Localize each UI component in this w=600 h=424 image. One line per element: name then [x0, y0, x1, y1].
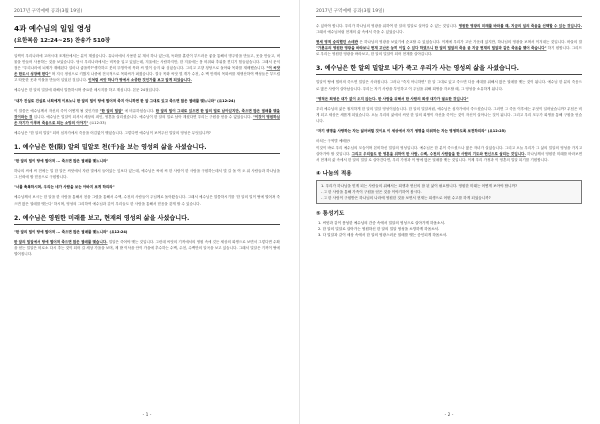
sharing-question-3: - 그 한 사람이 구원받은 하나님의 나라에 영원한 것을 보면서 현재는 희생으로 어떤 수고를 하게 되었습니까? [321, 195, 491, 200]
section-3-quote: "영적은 희생은 대가 없이 오지 않는다. 한 사람을 위해서 한 사람의 희생 대가가 필요한 것입니다" [316, 96, 469, 101]
lesson-reference: (요한복음 12:24~25) 찬송가 510장 [14, 38, 111, 44]
section-2-paragraph-1: 한 알의 밀알에서 땅에 떨어져 죽으면 많은 열매를 맺습니다. 밀알은 죽어야 맺는 것입니다. 그런데 씨앗의 기적에서의 영원 속에 깃든 세상의 희생으로 보면서 그렇다면 수확을 얻는 밀알은 비로소 다시 추는 것이 되어 갈 세상 가을을 보며, 제 밭 이삭을 안이 가을에 추수하는 수백, 수천, 수백만의 알곡을 보고 있습니다. 그래서 밀알은 기꺼이 땅에 떨어집니다. [14, 239, 280, 256]
prayer-list [316, 220, 582, 238]
intro-emphasis: "이 씨앗은 한도시 성장해 한다" [14, 66, 280, 77]
prayer-heading: ⑤ 통성기도 [316, 210, 345, 217]
stephen-paragraph: 현세 영적 승리했던 스데반 은 하나님의 영광을 보았기에 순교할 수 있었습니다. 이제에 우리가 고난 가운데 있지만, 하나님의 영광을 보며서 이겨내는 것입니다. 바울의 말 "가룟유의 영원한 영광을 바라보니 현재 고난은 능히 이길 수 있다 하였으니 한 알의 밀알의 죽음 곧 지금 현재의 밀알과 같은 죽음을 맺어 죽습니다" 하기 원합니다. 그리므로 우리는 영원한 영광을 바라보고, 한 알의 밀알이 되어 현재를 살아갑니다. [316, 40, 582, 57]
section-1-heading: 1. 예수님은 한(限) 알의 밀알로 천(千)을 보는 영성의 삶을 사셨습니다. [14, 142, 280, 154]
scripture-john-12-25: "자기 생명을 사랑하는 자는 잃어버릴 것이요 이 세상에서 자기 생명을 미워하는 자는 영생하도록 보전하리라" (요12:25) [316, 129, 506, 134]
lesson-title: 4과 예수님의 일일 영성 [14, 24, 92, 33]
section-3-paragraph-1: 밀알이 땅에 떨어져 죽으면 밀알은 사라집니다. 그러나 "죽지 아니하면" 한 알 그대로 있고 죽으면 다음 세대를 위해서 많은 열매를 맺는 것이 됩니다. 예수님 한 분의 죽음으로 많은 사람이 살아났습니다. 우리는 자기 사랑을 부인하고 이 주님을 위해 희생을 각오할 때, 그 영성을 소유하게 됩니다. [316, 80, 582, 91]
sharing-questions [316, 180, 582, 204]
prayer-item-1: 1. 씨앗과 같이 풍성한 예수님의 간증 속에서 밀알의 영성으로 살아가게 하옵소서. [318, 220, 446, 225]
section-3-paragraph-2: 우리 예수님의 삶은 철저하게 한 알의 밀알 영성이었습니다. 한 알의 밀알처럼, 예수님은 십자가에서 죽으셨습니다. 그러면 그 죽음 이후에는 무엇이 일어났습니까? 무덤은 비게 되고 세상은 새롭게 되었습니다. 오늘 우리의 삶에서 씨앗 한 알의 희생이 자신을 죽이는 것이 자신이 살아나는 것이 됩니다. 그리고 우리 모두가 희생을 통해 구원을 얻습니다. [316, 106, 582, 123]
page-gutter [299, 0, 300, 424]
section-1-verse: "한 알의 밀이 땅에 떨어져 ... 죽으면 많은 열매를 맺느니라" [14, 159, 109, 164]
page-number: - 2 - [444, 413, 454, 418]
conclusion-paragraph-1: 이것이 바로 우리 예수님의 모습이며 본비하신 밀알의 영성입니다. 예수님은 한 분이 죽으셨으나 많은 자녀가 살았습니다. 그리고 오늘 우리가 그 삶의 밀알의 영성을 가지고 살아가야 할 것입니다. 그리고 우리들도 한 영혼을 위하여 한 사람, 수백, 수천의 사람들을 한 사람의 기도와 헌신으로 살리는 것입니다. 하나님께서 영원한 미래를 바라보면서 현재의 삶 속에서 한 알의 밀알 로 살아간다면, 우리 가정과 이 땅에 많은 열매를 맺는 것입니다. 이제 우리 가정과 이 영혼의 밀알 되기를 기원합니다. [316, 146, 582, 163]
intro-paragraph-3: 이 말씀은 예수님께서 자신의 죽이 어떻게 될 것인가를 "한 알의 밀알" 에 비유하셨습니다. 한 알의 밀이 그대로 있으면 한 알의 밀로 남아있지만, 죽으면 많은 열매를 맺을 것이라는 것 입니다. 예수님은 밀알이 되셔서 세상의 죄인, 영혼을 살리셨습니다. 예수님이 한 알의 밀로 남아 계셨다면 우리는 구원을 얻을 수 없었습니다. "이것이 영원하심은 자기가 이루려 죽음으로 되는 소망의 이야기" (요12:33) [14, 108, 280, 125]
page-1 [4, 0, 290, 424]
page-number: - 1 - [142, 413, 152, 418]
running-header: 2017년 구역예배 공과(3월 19일) [14, 8, 280, 17]
section-1-paragraph-1: 하나의 씨에 씨 전에는 밀 한 알은 씨앗에서 자란 말에서 들어있는 잎보다 있는데, 예수님은 씨에 씨 한 사람이 한 사람을 구원하는데서 몇 갈 돌 여 오 위 사람들과 하나님을 그 신뢰에 할 믿음으로 구원합니다. [14, 169, 280, 180]
prayer-item-2: 2. 한 알의 밀알로 살아가는 영원하신 한 알의 밀알 영성을 소망하게 하옵소서. [318, 226, 440, 231]
title-divider [14, 47, 280, 48]
continued-paragraph: 수 있어야 합니다. 우리가 하나님의 영광을 위하여 한 알의 밀알로 살아갈 수 있는 것입니다. 영원한 영광의 미래를 바라볼 때, 지금의 일의 죽음을 선택할 수 있는 것입니다. 그래서 예수님처럼 현재의 삶 속에서 죽을 수 있었습니다. [316, 24, 582, 35]
conclusion-label: 마치는 구역별 예배문! [316, 139, 351, 144]
running-header: 2017년 구역예배 공과(3월 19일) [316, 8, 582, 17]
intro-paragraph-2: 예수님은 한 알의 밀알에 대해서 말씀하시며 중요한 메시지를 하고 계십니다. 본문 24절입니다. [14, 88, 160, 93]
sharing-heading: ④ 나눔의 적용 [316, 170, 352, 177]
section-2-heading: 2. 예수님은 영원한 미래를 보고, 현재의 영성의 삶을 사셨습니다. [14, 213, 280, 225]
section-3-heading: 3. 예수님은 한 알의 밀알로 내가 죽고 우리가 사는 영성의 삶을 사셨습니다. [316, 63, 582, 75]
sharing-question-2: - 그 한 사람을 통해 가족이 구원을 얻은 것을 이야기하여 봅시다. [321, 189, 422, 194]
scripture-john-12-24: "내가 진실로 진실로 너희에게 이르노니 한 알의 밀이 땅에 떨어져 죽지 아니하면 한 알 그대로 있고 죽으면 많은 열매를 맺느니라" (요12:24) [14, 98, 236, 103]
section-1-paragraph-2: 예수님께서 보시는 한 알을 한 사람을 통해서 천을 그렸을 통해서 수백, 수천의 사람들이 주님께로 돌아왔습니다. 그래서 예수님은 말씀하시기를 '한 알의 밀이 땅에 떨어져 죽으면 많은 열매를 맺는다' 하시며, 영성의 그리하여 예수님과 같이 우리들도 한 사람을 통해서 믿음을 갖게 할 수 있습니다. [14, 195, 280, 206]
page-2 [306, 0, 592, 424]
intro-paragraph-4: 예수님은 "한 알의 밀알" 되어 십자가에서 죽음을 어김없이 맺었습니다. 그렇다면 예수님이 보여주신 밀알의 영성은 무엇입니까? [14, 130, 211, 135]
section-1-quote: "너를 축복하시며, 우리는 네가 사람을 보는 아바지 보게 하리라" [14, 185, 115, 190]
prayer-item-3: 3. 다 밀알과 같이 세상 속에서 한 알의 영광스러운 열매를 맺는 증인되게 하옵소서. [318, 232, 448, 237]
sharing-question-1: 1. 우리가 하나님을 믿게 되는 사람들의 위해서는 희생과 헌신의 참 된 삶이 필요합니다. 영원한 미래는 어떻게 보아야 합니까? [321, 183, 518, 188]
section-2-verse: "한 알의 밀이 땅에 떨어져 ... 죽으면 많은 열매를 맺느니라" (요12:24) [14, 229, 128, 234]
intro-paragraph-1: 일찍이 우리나라에 고려시대 조계산에서는 분이 계셨습니다. 유나마에서 사용한 분 계서 하나 있는데, 독화를 훈련이 부드러운 좋을 통해서 명주항을 만들고, 옷을 만들고, 버물을 만들어 사용하는 것을 보았습니다. 당시 우리나라에서는 비목을 입고 있었는데, 겨울에는 사람하지만, 한 겨울에는 몸 비취와 추위를 견디기 힘들었습니다. 그래서 문익점은 "우리나라에 뇌제가 재배된다 얼마나 좋을까?"생각하고 붓의 뚜껑이에 목화 씨 몇이 숨겨 와 심었습니다. 그리고 고향 청당으로 돌아와 목화를 재배했습니다. "이 씨앗은 한도시 성장해 한다" 며 지극 정성으로 키웠지 나중에 전국적으로 목화씨가 퍼졌습니다. 결국 목화 씨앗 몇 개가 수천, 수 백 만개의 목화씨를 재생산하여 백성들은 부드럽고 따뜻한 옷과 이불을 만들어 입었던 것입니다. 인처럼 씨앗 하나가 땅에서 소중한 것인가를 보고 알게 되었습니다. [14, 54, 280, 83]
